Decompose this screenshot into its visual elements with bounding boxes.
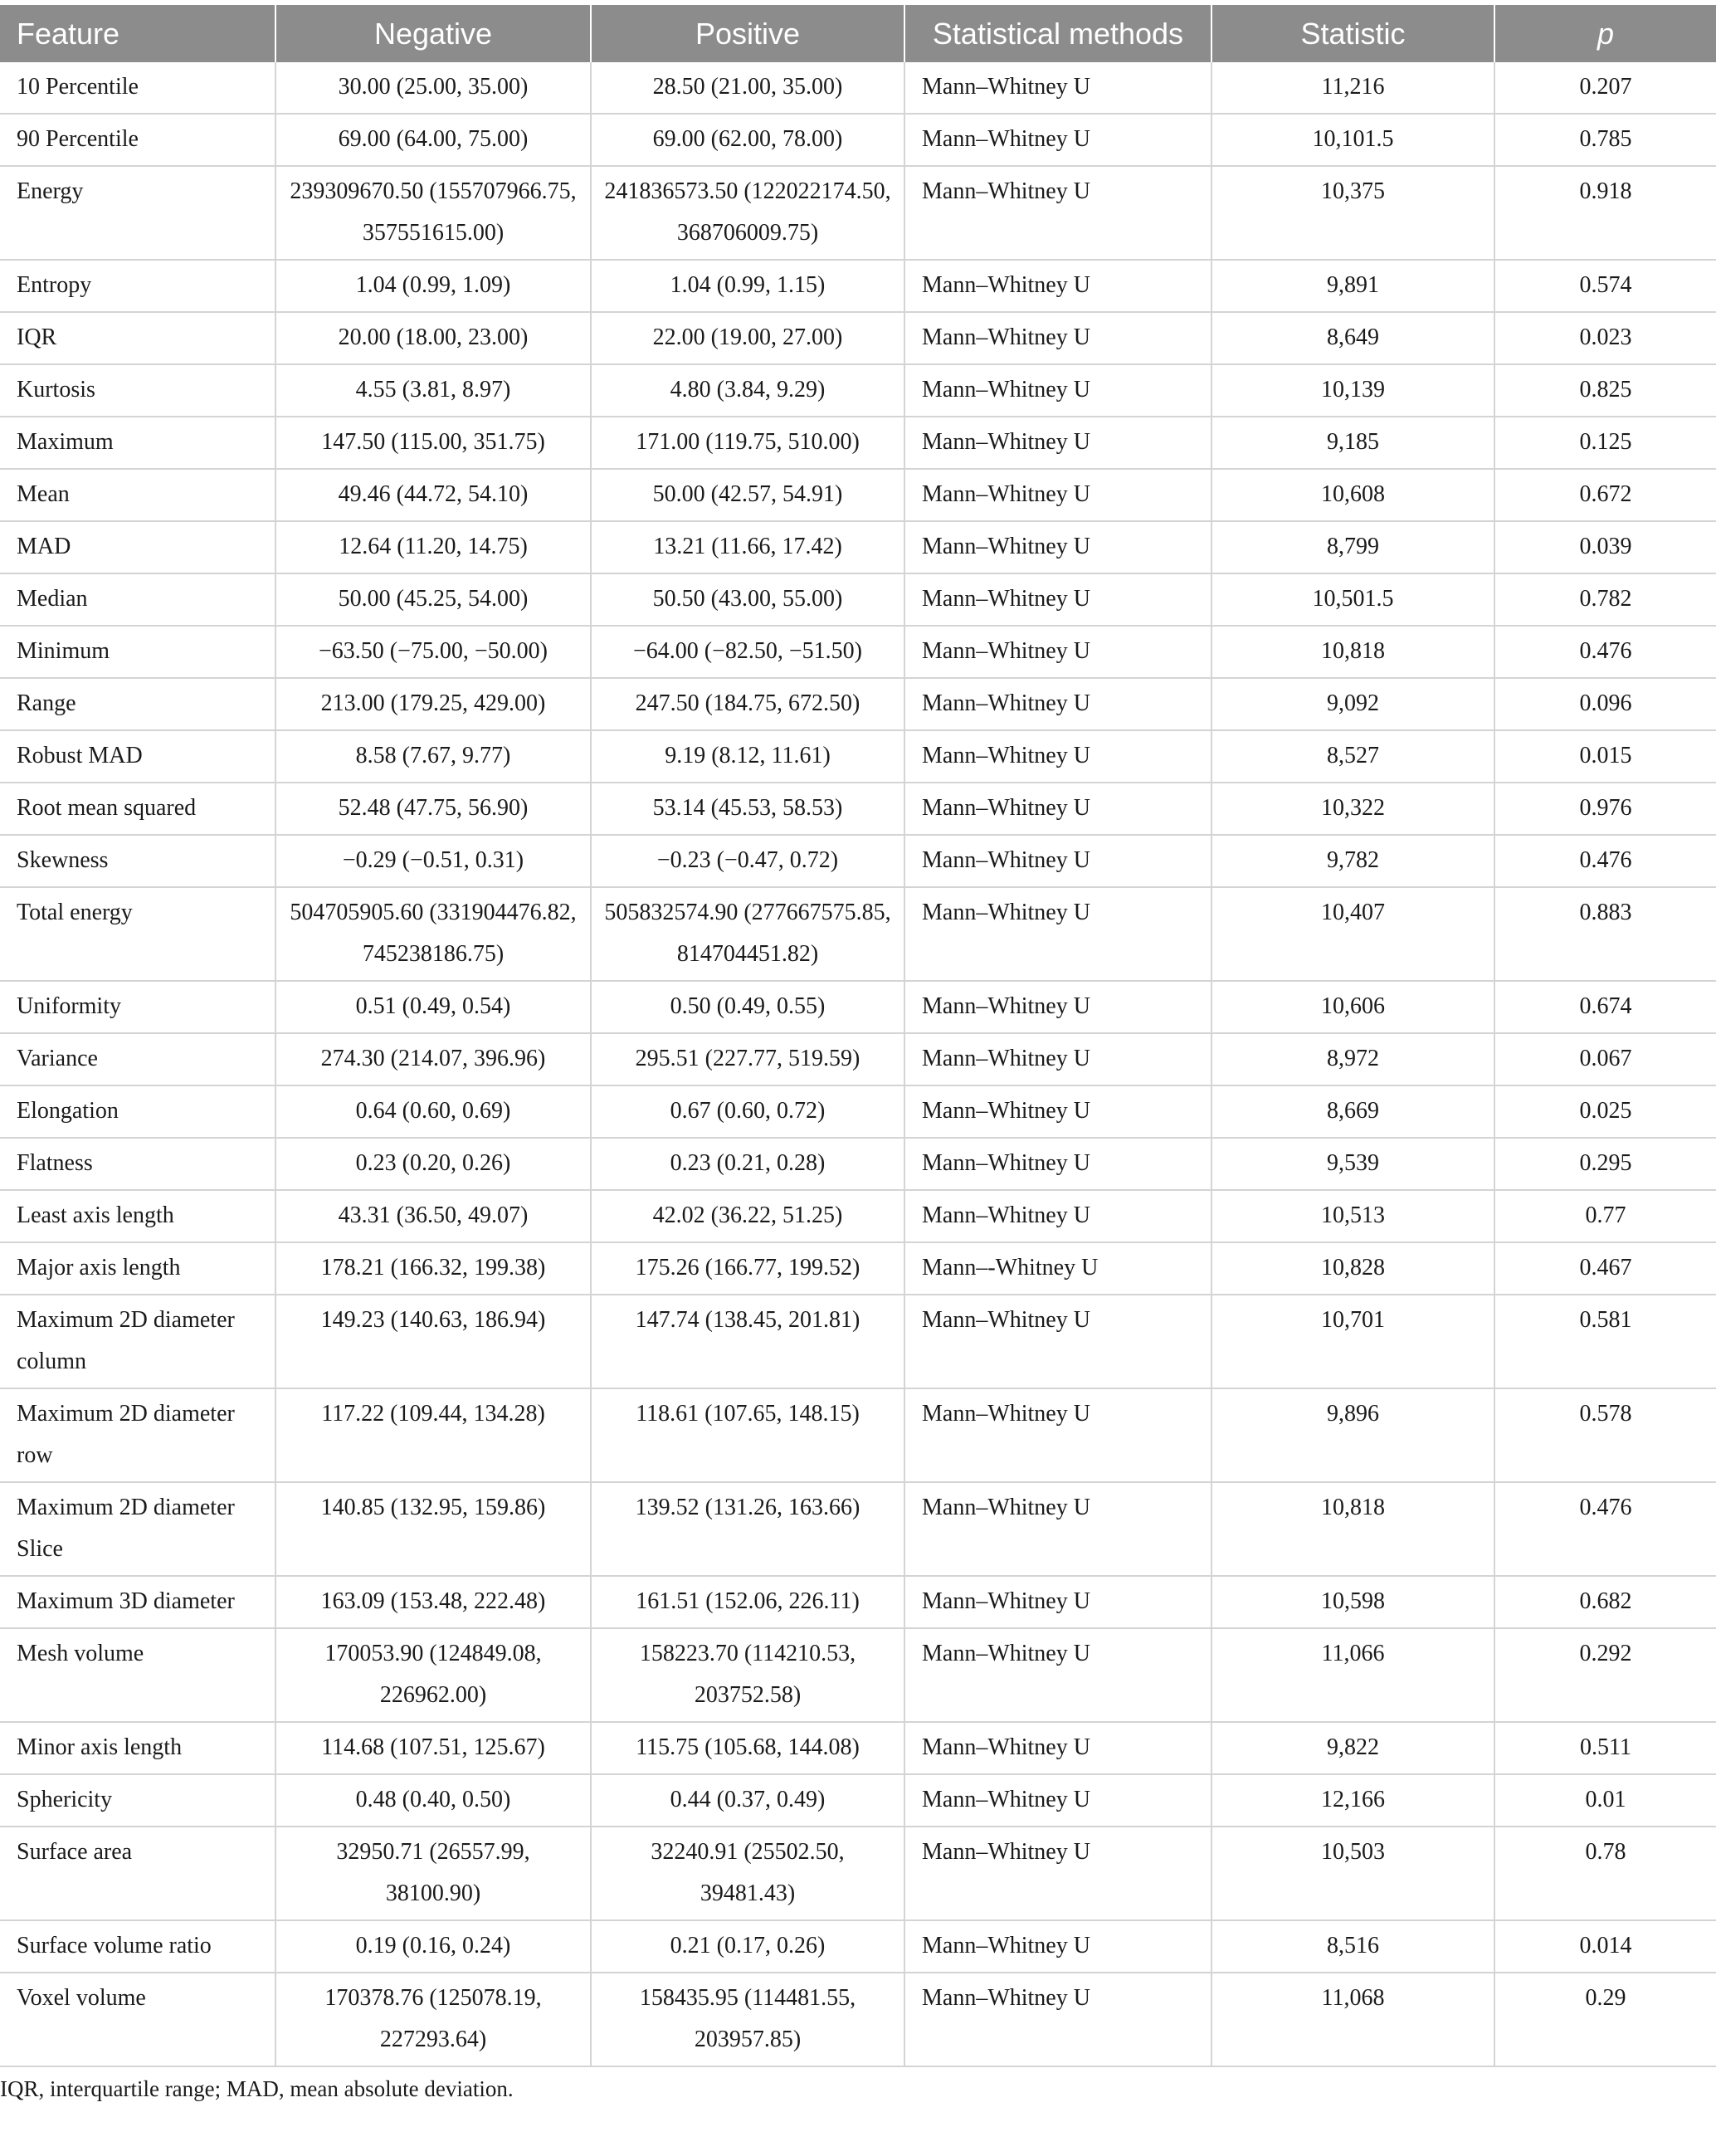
feature-cell: Energy xyxy=(0,166,275,260)
negative-cell: 117.22 (109.44, 134.28) xyxy=(275,1388,591,1482)
p-value-cell: 0.067 xyxy=(1494,1033,1716,1085)
feature-cell: 10 Percentile xyxy=(0,62,275,114)
method-cell: Mann–Whitney U xyxy=(904,1920,1211,1973)
method-cell: Mann–Whitney U xyxy=(904,521,1211,573)
table-row xyxy=(0,1722,1716,1774)
table-row xyxy=(0,1482,1716,1576)
feature-cell: Surface area xyxy=(0,1827,275,1920)
p-value-cell: 0.014 xyxy=(1494,1920,1716,1973)
method-cell: Mann–Whitney U xyxy=(904,1190,1211,1242)
table-row xyxy=(0,521,1716,573)
negative-cell: 504705905.60 (331904476.82, 745238186.75) xyxy=(275,887,591,981)
method-cell: Mann–Whitney U xyxy=(904,1774,1211,1827)
method-cell: Mann–Whitney U xyxy=(904,1388,1211,1482)
negative-cell: 170378.76 (125078.19, 227293.64) xyxy=(275,1973,591,2066)
feature-cell: Root mean squared xyxy=(0,783,275,835)
table-row xyxy=(0,1190,1716,1242)
positive-cell: 69.00 (62.00, 78.00) xyxy=(591,114,904,166)
results-table-container xyxy=(0,5,1716,2104)
feature-cell: MAD xyxy=(0,521,275,573)
method-cell: Mann–Whitney U xyxy=(904,1138,1211,1190)
table-row xyxy=(0,417,1716,469)
negative-cell: 50.00 (45.25, 54.00) xyxy=(275,573,591,626)
method-cell: Mann–Whitney U xyxy=(904,62,1211,114)
negative-cell: 140.85 (132.95, 159.86) xyxy=(275,1482,591,1576)
p-value-cell: 0.976 xyxy=(1494,783,1716,835)
method-cell: Mann–Whitney U xyxy=(904,835,1211,887)
feature-cell: 90 Percentile xyxy=(0,114,275,166)
table-row xyxy=(0,1085,1716,1138)
statistic-cell: 10,501.5 xyxy=(1211,573,1494,626)
table-footnote: IQR, interquartile range; MAD, mean absolute deviation. xyxy=(0,2076,514,2101)
feature-cell: Minor axis length xyxy=(0,1722,275,1774)
p-value-cell: 0.29 xyxy=(1494,1973,1716,2066)
p-value-cell: 0.785 xyxy=(1494,114,1716,166)
p-value-cell: 0.578 xyxy=(1494,1388,1716,1482)
negative-cell: 12.64 (11.20, 14.75) xyxy=(275,521,591,573)
table-header xyxy=(0,5,1716,62)
negative-cell: 52.48 (47.75, 56.90) xyxy=(275,783,591,835)
statistic-cell: 10,598 xyxy=(1211,1576,1494,1628)
positive-cell: 28.50 (21.00, 35.00) xyxy=(591,62,904,114)
positive-cell: 32240.91 (25502.50, 39481.43) xyxy=(591,1827,904,1920)
feature-cell: Total energy xyxy=(0,887,275,981)
statistic-cell: 10,828 xyxy=(1211,1242,1494,1295)
statistic-cell: 9,092 xyxy=(1211,678,1494,730)
header-row xyxy=(0,5,1716,62)
positive-cell: 0.67 (0.60, 0.72) xyxy=(591,1085,904,1138)
method-cell: Mann–Whitney U xyxy=(904,1827,1211,1920)
p-value-cell: 0.581 xyxy=(1494,1295,1716,1388)
method-cell: Mann–Whitney U xyxy=(904,114,1211,166)
statistic-cell: 9,891 xyxy=(1211,260,1494,312)
statistic-cell: 8,649 xyxy=(1211,312,1494,364)
p-value-cell: 0.674 xyxy=(1494,981,1716,1033)
negative-cell: 8.58 (7.67, 9.77) xyxy=(275,730,591,783)
p-value-cell: 0.918 xyxy=(1494,166,1716,260)
p-value-cell: 0.476 xyxy=(1494,1482,1716,1576)
header-statistic: Statistic xyxy=(1211,5,1494,62)
statistic-cell: 9,896 xyxy=(1211,1388,1494,1482)
feature-cell: Mesh volume xyxy=(0,1628,275,1722)
statistic-cell: 10,513 xyxy=(1211,1190,1494,1242)
positive-cell: 4.80 (3.84, 9.29) xyxy=(591,364,904,417)
positive-cell: 247.50 (184.75, 672.50) xyxy=(591,678,904,730)
negative-cell: −0.29 (−0.51, 0.31) xyxy=(275,835,591,887)
negative-cell: 30.00 (25.00, 35.00) xyxy=(275,62,591,114)
method-cell: Mann–Whitney U xyxy=(904,312,1211,364)
statistic-cell: 9,782 xyxy=(1211,835,1494,887)
positive-cell: 175.26 (166.77, 199.52) xyxy=(591,1242,904,1295)
p-value-cell: 0.476 xyxy=(1494,626,1716,678)
positive-cell: 0.21 (0.17, 0.26) xyxy=(591,1920,904,1973)
negative-cell: 239309670.50 (155707966.75, 357551615.00) xyxy=(275,166,591,260)
feature-cell: Least axis length xyxy=(0,1190,275,1242)
positive-cell: 118.61 (107.65, 148.15) xyxy=(591,1388,904,1482)
p-value-cell: 0.77 xyxy=(1494,1190,1716,1242)
method-cell: Mann–Whitney U xyxy=(904,626,1211,678)
table-row xyxy=(0,1920,1716,1973)
table-row xyxy=(0,312,1716,364)
table-row xyxy=(0,166,1716,260)
table-row xyxy=(0,573,1716,626)
statistic-cell: 10,322 xyxy=(1211,783,1494,835)
feature-cell: Elongation xyxy=(0,1085,275,1138)
p-value-cell: 0.825 xyxy=(1494,364,1716,417)
method-cell: Mann–Whitney U xyxy=(904,573,1211,626)
p-value-cell: 0.025 xyxy=(1494,1085,1716,1138)
p-value-cell: 0.01 xyxy=(1494,1774,1716,1827)
table-row xyxy=(0,469,1716,521)
header-statistical-methods: Statistical methods xyxy=(904,5,1211,62)
negative-cell: 0.48 (0.40, 0.50) xyxy=(275,1774,591,1827)
method-cell: Mann–Whitney U xyxy=(904,417,1211,469)
method-cell: Mann–-Whitney U xyxy=(904,1242,1211,1295)
negative-cell: 0.19 (0.16, 0.24) xyxy=(275,1920,591,1973)
p-value-cell: 0.292 xyxy=(1494,1628,1716,1722)
statistic-cell: 10,375 xyxy=(1211,166,1494,260)
positive-cell: 0.23 (0.21, 0.28) xyxy=(591,1138,904,1190)
table-row xyxy=(0,1138,1716,1190)
positive-cell: 158435.95 (114481.55, 203957.85) xyxy=(591,1973,904,2066)
positive-cell: 161.51 (152.06, 226.11) xyxy=(591,1576,904,1628)
negative-cell: 170053.90 (124849.08, 226962.00) xyxy=(275,1628,591,1722)
negative-cell: 0.23 (0.20, 0.26) xyxy=(275,1138,591,1190)
table-row xyxy=(0,260,1716,312)
feature-cell: Major axis length xyxy=(0,1242,275,1295)
negative-cell: 149.23 (140.63, 186.94) xyxy=(275,1295,591,1388)
feature-cell: Variance xyxy=(0,1033,275,1085)
statistic-cell: 10,701 xyxy=(1211,1295,1494,1388)
feature-cell: Voxel volume xyxy=(0,1973,275,2066)
table-row xyxy=(0,114,1716,166)
statistic-cell: 8,669 xyxy=(1211,1085,1494,1138)
table-row xyxy=(0,835,1716,887)
p-value-cell: 0.295 xyxy=(1494,1138,1716,1190)
positive-cell: 158223.70 (114210.53, 203752.58) xyxy=(591,1628,904,1722)
method-cell: Mann–Whitney U xyxy=(904,1085,1211,1138)
statistic-cell: 12,166 xyxy=(1211,1774,1494,1827)
negative-cell: 213.00 (179.25, 429.00) xyxy=(275,678,591,730)
negative-cell: 20.00 (18.00, 23.00) xyxy=(275,312,591,364)
negative-cell: 43.31 (36.50, 49.07) xyxy=(275,1190,591,1242)
feature-cell: IQR xyxy=(0,312,275,364)
positive-cell: 42.02 (36.22, 51.25) xyxy=(591,1190,904,1242)
statistic-cell: 10,101.5 xyxy=(1211,114,1494,166)
feature-cell: Maximum 2D diameter Slice xyxy=(0,1482,275,1576)
method-cell: Mann–Whitney U xyxy=(904,1628,1211,1722)
feature-cell: Sphericity xyxy=(0,1774,275,1827)
feature-cell: Maximum 2D diameter column xyxy=(0,1295,275,1388)
p-value-cell: 0.883 xyxy=(1494,887,1716,981)
table-row xyxy=(0,1033,1716,1085)
table-row xyxy=(0,1973,1716,2066)
method-cell: Mann–Whitney U xyxy=(904,1576,1211,1628)
statistic-cell: 8,516 xyxy=(1211,1920,1494,1973)
table-row xyxy=(0,1827,1716,1920)
method-cell: Mann–Whitney U xyxy=(904,678,1211,730)
feature-cell: Uniformity xyxy=(0,981,275,1033)
positive-cell: 0.50 (0.49, 0.55) xyxy=(591,981,904,1033)
positive-cell: 171.00 (119.75, 510.00) xyxy=(591,417,904,469)
statistic-cell: 9,185 xyxy=(1211,417,1494,469)
statistic-cell: 9,822 xyxy=(1211,1722,1494,1774)
p-value-cell: 0.039 xyxy=(1494,521,1716,573)
table-row xyxy=(0,1628,1716,1722)
table-row xyxy=(0,887,1716,981)
statistic-cell: 8,527 xyxy=(1211,730,1494,783)
statistic-cell: 10,818 xyxy=(1211,626,1494,678)
negative-cell: 49.46 (44.72, 54.10) xyxy=(275,469,591,521)
method-cell: Mann–Whitney U xyxy=(904,783,1211,835)
statistic-cell: 10,818 xyxy=(1211,1482,1494,1576)
negative-cell: −63.50 (−75.00, −50.00) xyxy=(275,626,591,678)
header-positive: Positive xyxy=(591,5,904,62)
positive-cell: 115.75 (105.68, 144.08) xyxy=(591,1722,904,1774)
feature-cell: Mean xyxy=(0,469,275,521)
p-value-cell: 0.672 xyxy=(1494,469,1716,521)
feature-statistics-table xyxy=(0,5,1716,2067)
feature-cell: Kurtosis xyxy=(0,364,275,417)
p-value-cell: 0.125 xyxy=(1494,417,1716,469)
negative-cell: 147.50 (115.00, 351.75) xyxy=(275,417,591,469)
feature-cell: Range xyxy=(0,678,275,730)
feature-cell: Surface volume ratio xyxy=(0,1920,275,1973)
positive-cell: 53.14 (45.53, 58.53) xyxy=(591,783,904,835)
table-row xyxy=(0,678,1716,730)
table-row xyxy=(0,1774,1716,1827)
positive-cell: 22.00 (19.00, 27.00) xyxy=(591,312,904,364)
p-value-cell: 0.015 xyxy=(1494,730,1716,783)
method-cell: Mann–Whitney U xyxy=(904,364,1211,417)
statistic-cell: 10,139 xyxy=(1211,364,1494,417)
p-value-cell: 0.78 xyxy=(1494,1827,1716,1920)
negative-cell: 0.51 (0.49, 0.54) xyxy=(275,981,591,1033)
statistic-cell: 10,503 xyxy=(1211,1827,1494,1920)
method-cell: Mann–Whitney U xyxy=(904,469,1211,521)
statistic-cell: 11,216 xyxy=(1211,62,1494,114)
p-value-cell: 0.574 xyxy=(1494,260,1716,312)
negative-cell: 4.55 (3.81, 8.97) xyxy=(275,364,591,417)
positive-cell: 139.52 (131.26, 163.66) xyxy=(591,1482,904,1576)
table-row xyxy=(0,1388,1716,1482)
table-row xyxy=(0,730,1716,783)
feature-cell: Maximum xyxy=(0,417,275,469)
feature-cell: Maximum 3D diameter xyxy=(0,1576,275,1628)
positive-cell: 0.44 (0.37, 0.49) xyxy=(591,1774,904,1827)
statistic-cell: 11,066 xyxy=(1211,1628,1494,1722)
negative-cell: 178.21 (166.32, 199.38) xyxy=(275,1242,591,1295)
positive-cell: 147.74 (138.45, 201.81) xyxy=(591,1295,904,1388)
p-value-cell: 0.782 xyxy=(1494,573,1716,626)
positive-cell: 505832574.90 (277667575.85, 814704451.82) xyxy=(591,887,904,981)
p-value-cell: 0.682 xyxy=(1494,1576,1716,1628)
method-cell: Mann–Whitney U xyxy=(904,260,1211,312)
positive-cell: 13.21 (11.66, 17.42) xyxy=(591,521,904,573)
header-negative: Negative xyxy=(275,5,591,62)
feature-cell: Flatness xyxy=(0,1138,275,1190)
negative-cell: 1.04 (0.99, 1.09) xyxy=(275,260,591,312)
p-value-cell: 0.207 xyxy=(1494,62,1716,114)
method-cell: Mann–Whitney U xyxy=(904,1033,1211,1085)
table-row xyxy=(0,62,1716,114)
method-cell: Mann–Whitney U xyxy=(904,887,1211,981)
feature-cell: Entropy xyxy=(0,260,275,312)
statistic-cell: 9,539 xyxy=(1211,1138,1494,1190)
table-row xyxy=(0,1576,1716,1628)
negative-cell: 114.68 (107.51, 125.67) xyxy=(275,1722,591,1774)
p-value-cell: 0.511 xyxy=(1494,1722,1716,1774)
table-row xyxy=(0,783,1716,835)
table-row xyxy=(0,364,1716,417)
positive-cell: 50.50 (43.00, 55.00) xyxy=(591,573,904,626)
statistic-cell: 8,799 xyxy=(1211,521,1494,573)
p-value-cell: 0.467 xyxy=(1494,1242,1716,1295)
negative-cell: 69.00 (64.00, 75.00) xyxy=(275,114,591,166)
statistic-cell: 10,606 xyxy=(1211,981,1494,1033)
statistic-cell: 8,972 xyxy=(1211,1033,1494,1085)
negative-cell: 32950.71 (26557.99, 38100.90) xyxy=(275,1827,591,1920)
header-feature: Feature xyxy=(0,5,275,62)
header-p-value: p xyxy=(1494,5,1716,62)
positive-cell: 50.00 (42.57, 54.91) xyxy=(591,469,904,521)
negative-cell: 0.64 (0.60, 0.69) xyxy=(275,1085,591,1138)
positive-cell: 241836573.50 (122022174.50, 368706009.75) xyxy=(591,166,904,260)
method-cell: Mann–Whitney U xyxy=(904,1482,1211,1576)
positive-cell: −64.00 (−82.50, −51.50) xyxy=(591,626,904,678)
statistic-cell: 11,068 xyxy=(1211,1973,1494,2066)
p-value-cell: 0.096 xyxy=(1494,678,1716,730)
table-row xyxy=(0,981,1716,1033)
feature-cell: Maximum 2D diameter row xyxy=(0,1388,275,1482)
method-cell: Mann–Whitney U xyxy=(904,1722,1211,1774)
statistic-cell: 10,407 xyxy=(1211,887,1494,981)
method-cell: Mann–Whitney U xyxy=(904,730,1211,783)
negative-cell: 274.30 (214.07, 396.96) xyxy=(275,1033,591,1085)
method-cell: Mann–Whitney U xyxy=(904,1973,1211,2066)
method-cell: Mann–Whitney U xyxy=(904,981,1211,1033)
table-body xyxy=(0,62,1716,2066)
feature-cell: Median xyxy=(0,573,275,626)
table-row xyxy=(0,1295,1716,1388)
p-value-cell: 0.023 xyxy=(1494,312,1716,364)
negative-cell: 163.09 (153.48, 222.48) xyxy=(275,1576,591,1628)
method-cell: Mann–Whitney U xyxy=(904,1295,1211,1388)
table-row xyxy=(0,626,1716,678)
method-cell: Mann–Whitney U xyxy=(904,166,1211,260)
feature-cell: Skewness xyxy=(0,835,275,887)
positive-cell: 295.51 (227.77, 519.59) xyxy=(591,1033,904,1085)
table-row xyxy=(0,1242,1716,1295)
positive-cell: 9.19 (8.12, 11.61) xyxy=(591,730,904,783)
feature-cell: Minimum xyxy=(0,626,275,678)
positive-cell: −0.23 (−0.47, 0.72) xyxy=(591,835,904,887)
positive-cell: 1.04 (0.99, 1.15) xyxy=(591,260,904,312)
p-value-cell: 0.476 xyxy=(1494,835,1716,887)
feature-cell: Robust MAD xyxy=(0,730,275,783)
statistic-cell: 10,608 xyxy=(1211,469,1494,521)
